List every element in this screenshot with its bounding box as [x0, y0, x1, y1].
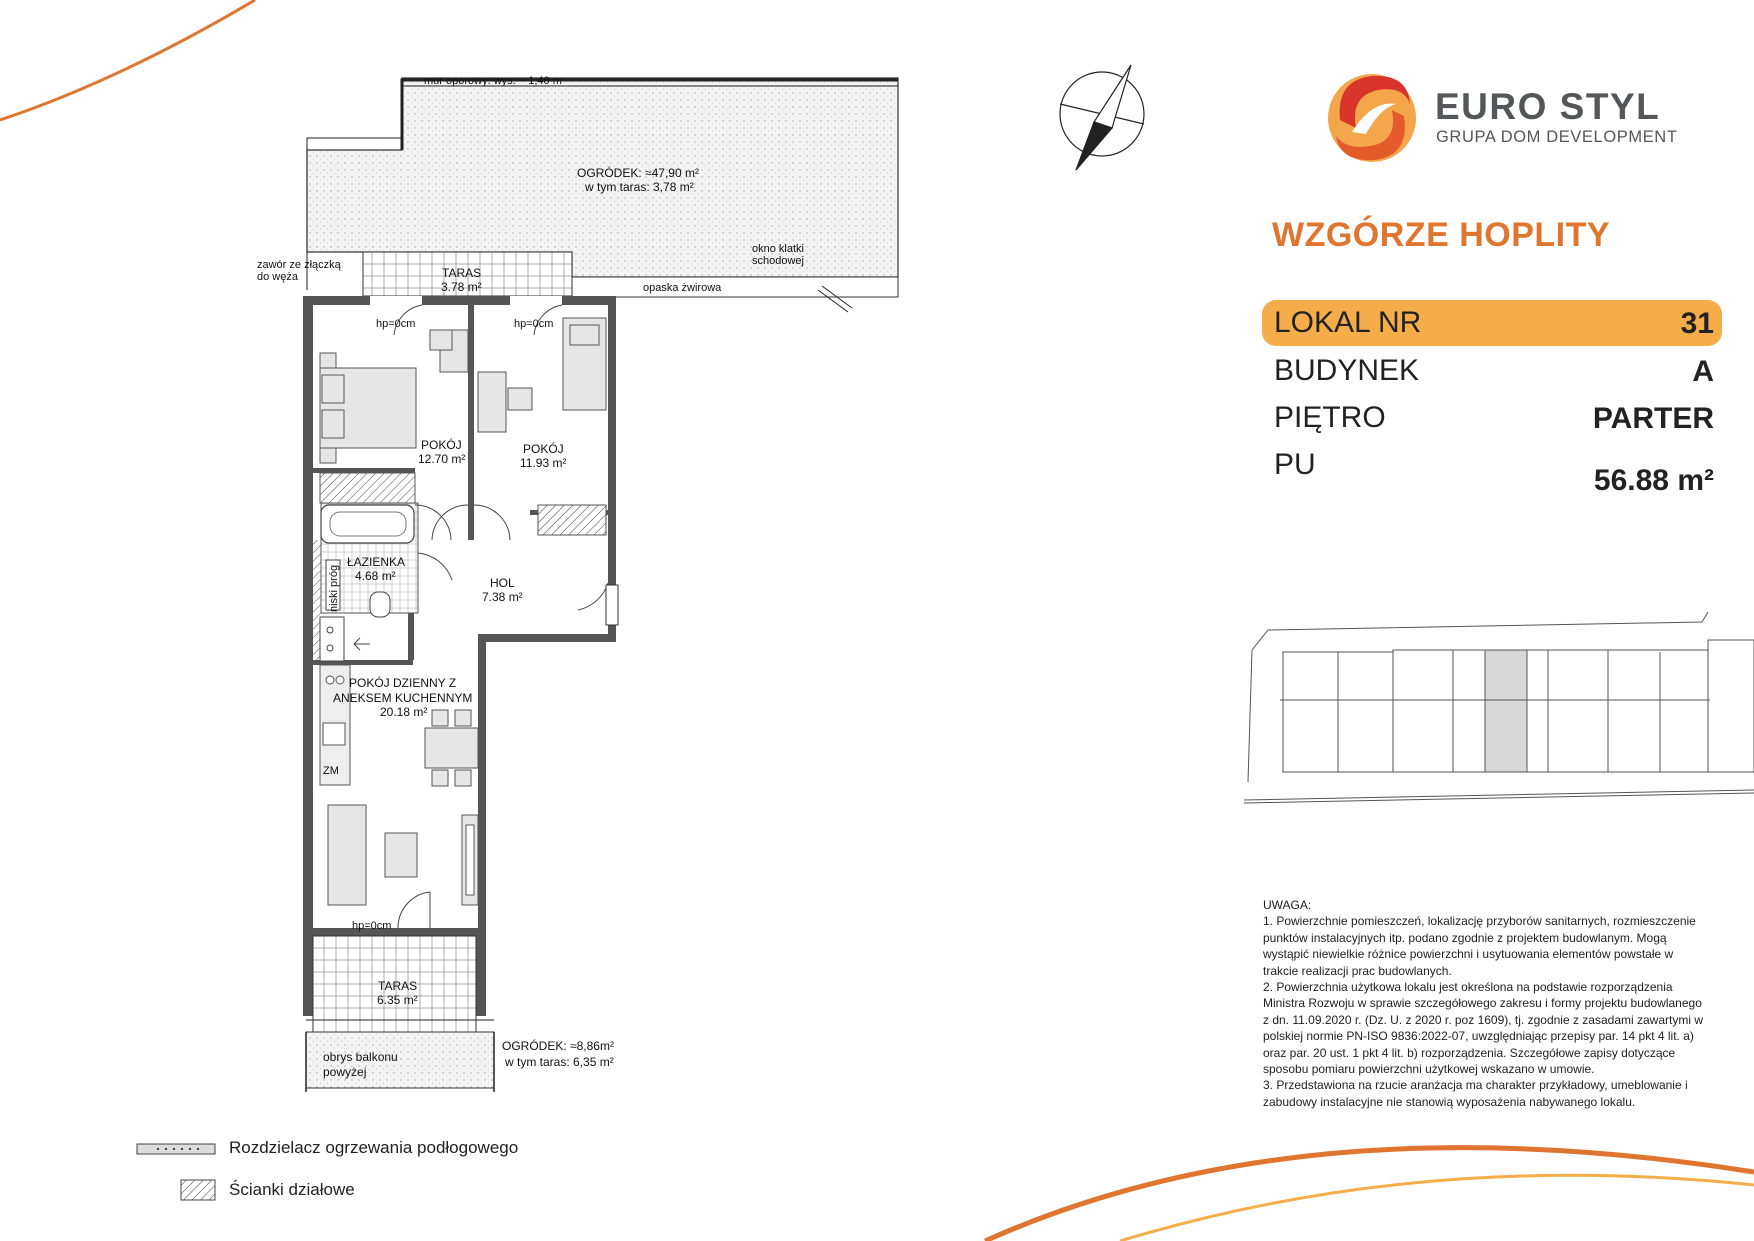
label-valve-line1: zawór ze złączką	[257, 259, 341, 271]
label-balcony-line1: obrys balkonu	[323, 1050, 398, 1064]
lokal-value: 31	[1680, 307, 1714, 340]
decor-swoosh-bottom	[985, 1148, 1754, 1241]
decor-swoosh-top-left	[0, 0, 255, 120]
label-threshold-1: hp=0cm	[376, 318, 416, 330]
label-low-step: niski próg	[328, 564, 340, 612]
label-room1-area: 12.70 m²	[418, 452, 466, 466]
notes-block	[1263, 897, 1708, 1110]
pietro-label: PIĘTRO	[1274, 401, 1386, 434]
brand-subtitle: GRUPA DOM DEVELOPMENT	[1436, 128, 1678, 146]
label-valve-line2: do węża	[257, 271, 298, 283]
label-hall-name: HOL	[490, 576, 515, 590]
legend-walls-label: Ścianki działowe	[229, 1180, 355, 1199]
pu-label: PU	[1274, 448, 1316, 481]
pietro-value: PARTER	[1592, 402, 1714, 435]
entrance-door	[606, 585, 618, 625]
north-arrow-icon	[1060, 65, 1144, 170]
label-stair-window-line1: okno klatki	[752, 243, 804, 255]
label-terrace-top-name: TARAS	[442, 266, 482, 280]
budynek-label: BUDYNEK	[1274, 354, 1420, 387]
label-terrace-top-area: 3.78 m²	[441, 280, 482, 294]
label-bath-area: 4.68 m²	[355, 569, 396, 583]
brand-name: EURO STYL	[1435, 86, 1661, 127]
info-row-pu	[1262, 442, 1722, 502]
label-room1-name: POKÓJ	[421, 438, 462, 452]
notes-heading: UWAGA:	[1263, 898, 1312, 912]
label-stair-window-line2: schodowej	[752, 255, 804, 267]
label-retaining-wall: mur oporowy: wys. ~ 1,40 m	[424, 75, 562, 87]
label-balcony-line2: powyżej	[323, 1065, 367, 1079]
label-gravel: opaska żwirowa	[643, 282, 722, 294]
label-living-area: 20.18 m²	[380, 705, 428, 719]
label-terrace-bottom-area: 6.35 m²	[377, 993, 418, 1007]
label-garden-bottom-terrace: w tym taras: 6,35 m²	[505, 1055, 614, 1069]
label-garden-top-area: OGRÓDEK: ≈47,90 m²	[577, 166, 699, 180]
label-bath-name: ŁAZIENKA	[347, 555, 406, 569]
notes-item-3: 3. Przedstawiona na rzucie aranżacja ma charakter przykładowy, umeblowanie i zabudowy instalacyjne nie stanowią wyposażenia nabywanego lokalu.	[1263, 1078, 1688, 1109]
notes-item-2: 2. Powierzchnia użytkowa lokalu jest określona na podstawie rozporządzenia Ministra Rozwoju w sprawie szczegółowego zakresu i formy projektu budowlanego z dn. 11.09.2020 r. (Dz. U. z 2020 r. poz 1609), tj. zgodnie z zasadami zawartymi w polskiej normie PN-ISO 9836:2022-07, uwzględniając przepisy par. 14 pkt 4 lit. a) oraz par. 20 ust. 1 pkt 4 lit. b) rozporządzenia. Szczegółowe zapisy dotyczące sposobu pomiaru powierzchni użytkowej wskazano w umowie.	[1263, 980, 1703, 1077]
label-living-line2: ANEKSEM KUCHENNYM	[333, 691, 473, 705]
info-row-budynek	[1262, 348, 1722, 394]
room1-furniture	[320, 330, 468, 503]
label-terrace-bottom-name: TARAS	[378, 979, 418, 993]
label-garden-top-terrace: w tym taras: 3,78 m²	[585, 180, 694, 194]
building-key-plan	[1244, 612, 1754, 803]
legend-heating-label: Rozdzielacz ogrzewania podłogowego	[229, 1138, 519, 1157]
label-room2-area: 11.93 m²	[520, 456, 567, 470]
info-row-pietro	[1262, 395, 1722, 441]
notes-item-1: 1. Powierzchnie pomieszczeń, lokalizację przyborów sanitarnych, rozmieszczenie punktów instalacyjnych itp. podano zgodnie z projektem budowlanym. Mogą wystąpić niewielkie różnice powierzchni i usytuowania elementów powstałe w trakcie realizacji prac budowlanych.	[1263, 914, 1696, 978]
label-threshold-3: hp=0cm	[352, 920, 392, 932]
label-hall-area: 7.38 m²	[482, 590, 523, 604]
legend-walls-swatch	[181, 1180, 215, 1200]
label-threshold-2: hp=0cm	[514, 318, 554, 330]
label-room2-name: POKÓJ	[523, 442, 564, 456]
room2-furniture	[478, 318, 606, 535]
legend-heating-swatch	[137, 1144, 215, 1154]
label-living-line1: POKÓJ DZIENNY Z	[349, 676, 457, 690]
budynek-value: A	[1692, 355, 1714, 388]
euro-styl-logo-icon	[1328, 74, 1416, 162]
label-zm: ZM	[323, 765, 339, 777]
pu-value: 56.88 m²	[1593, 464, 1714, 497]
lokal-label: LOKAL NR	[1274, 306, 1422, 339]
project-title: WZGÓRZE HOPLITY	[1272, 216, 1611, 254]
info-row-lokal	[1262, 300, 1722, 346]
gravel-strip	[572, 277, 898, 297]
label-garden-bottom-area: OGRÓDEK: ≈8,86m²	[502, 1039, 614, 1053]
